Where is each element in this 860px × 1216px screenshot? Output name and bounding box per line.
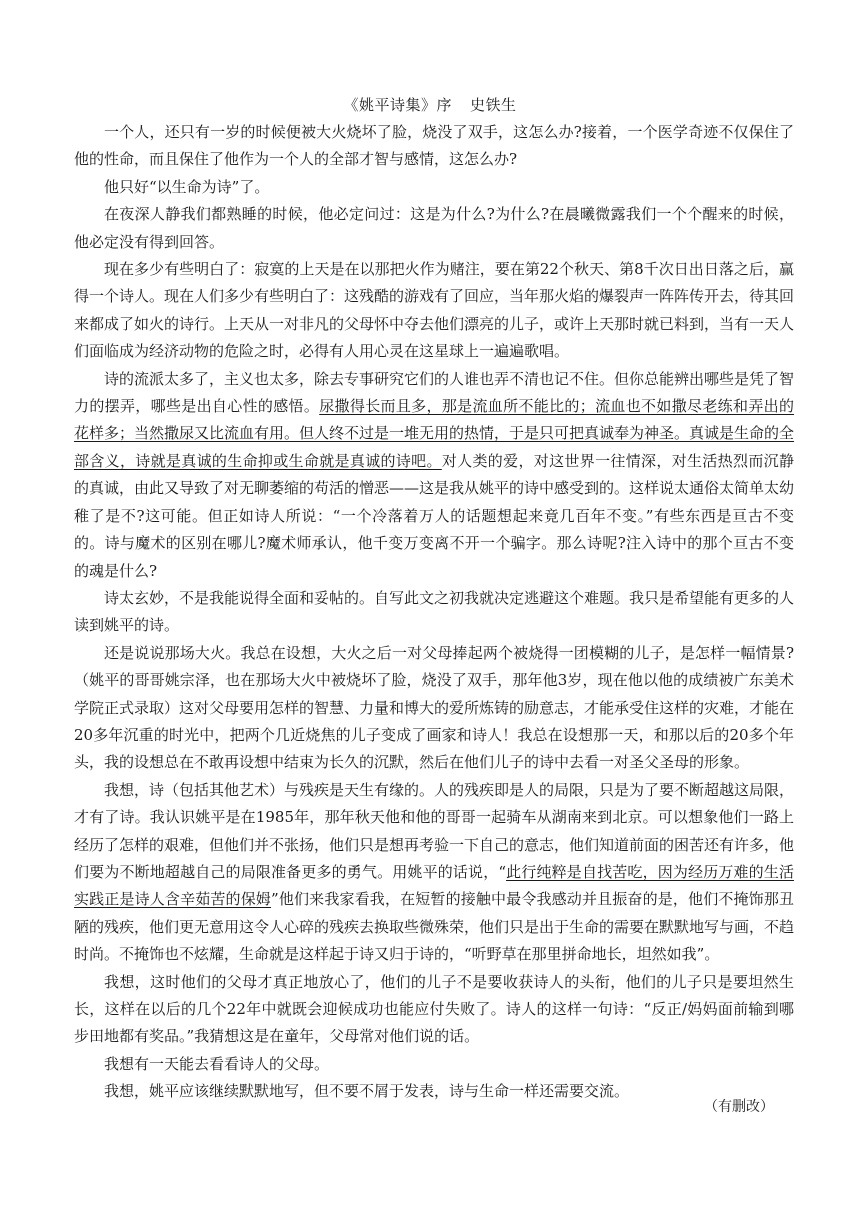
paragraph-7: 还是说说那场大火。我总在设想，大火之后一对父母捧起两个被烧得一团模糊的儿子，是怎样一幅情景?（姚平的哥哥姚宗泽，也在那场大火中被烧坏了脸，烧没了双手，那年他3岁，现在他以他的成绩被广东美术学院正式录取）这对父母要用怎样的智慧、力量和博大的爱所炼铸的励意志，才能承受住这样的灾难，才能在20多年沉重的时光中，把两个几近烧焦的儿子变成了画家和诗人！我总在设想那一天，和那以后的20多个年头，我的设想总在不敢再设想中结束为长久的沉默，然后在他们儿子的诗中去看一对圣父圣母的形象。 [74,643,795,772]
paragraph-6: 诗太玄妙，不是我能说得全面和妥帖的。自写此文之初我就决定逃避这个难题。我只是希望能有更多的人读到姚平的诗。 [74,588,795,635]
paragraph-8-underlined-quote: 此行纯粹是自找苦吃，因为经历万难的生活实践正是诗人含辛茹苦的保姆 [74,862,794,909]
paragraph-9: 我想，这时他们的父母才真正地放心了，他们的儿子不是要收获诗人的头衔，他们的儿子只是要坦然生长，这样在以后的几个22年中就既会迎候成功也能应付失败了。诗人的这样一句诗：“反正/妈妈面前输到哪步田地都有奖品。”我猜想这是在童年，父母常对他们说的话。 [74,972,794,1046]
revision-note: （有删改） [704,1099,774,1115]
paragraph-2: 他只好“以生命为诗”了。 [104,177,270,196]
paragraph-5-text-b: 对人类的爱，对这世界一往情深，对生活热烈而沉静的真诚，由此又导致了对无聊萎缩的苟活的憎恶——这是我从姚平的诗中感受到的。这样说太通俗太简单太幼稚了是不?这可能。但正如诗人所说：“一个冷落着万人的话题想起来竟几百年不变。”有些东西是亘古不变的。诗与魔术的区别在哪儿?魔术师承认，他千变万变离不开一个骗字。那么诗呢?注入诗中的那个亘古不变的魂是什么? [74,451,795,580]
paragraph-4: 现在多少有些明白了：寂寞的上天是在以那把火作为赌注，要在第22个秋天、第8千次日出日落之后，赢得一个诗人。现在人们多少有些明白了：这残酷的游戏有了回应，当年那火焰的爆裂声一阵阵传开去，待其回来都成了如火的诗行。上天从一对非凡的父母怀中夺去他们漂亮的儿子，或许上天那时就已料到，当有一天人们面临成为经济动物的危险之时，必得有人用心灵在这星球上一遍遍歌唱。 [74,260,795,361]
paragraph-8 [74,777,794,969]
paragraph-8-text-a: 我想，诗（包括其他艺术）与残疾是天生有缘的。人的残疾即是人的局限，只是为了要不断超越这局限，才有了诗。我认识姚平是在1985年，那年秋天他和他的哥哥一起骑车从湖南来到北京。可以想象他们一路上经历了怎样的艰难，但他们并不张扬，他们只是想再考验一下自己的意志，他们知道前面的困苦还有许多，他们要为不断地超越自己的局限准备更多的勇气。用姚平的话说，“ [74,780,795,881]
paragraph-8-text-b: ”他们来我家看我，在短暂的接触中最令我感动并且振奋的是，他们不掩饰那丑陋的残疾，他们更无意用这令人心碎的残疾去换取些微殊荣，他们只是出于生命的需要在默默地写与画，不趋时尚。不掩饰也不炫耀，生命就是这样起于诗又归于诗的，“听野草在那里拼命地长，坦然如我”。 [74,890,795,964]
book-title: 《姚平诗集》序 [343,96,452,114]
author-name: 史铁生 [470,96,517,114]
paragraph-1: 一个人，还只有一岁的时候便被大火烧坏了脸，烧没了双手，这怎么办?接着，一个医学奇迹不仅保住了他的性命，而且保住了他作为一个人的全部才智与感情，这怎么办? [74,123,794,169]
article-body [74,119,794,1106]
paragraph-10: 我想有一天能去看看诗人的父母。 [104,1054,330,1073]
paragraph-3: 在夜深人静我们都熟睡的时候，他必定问过：这是为什么?为什么?在晨曦微露我们一个个醒来的时候，他必定没有得到回答。 [74,205,794,251]
page-title [0,92,860,118]
paragraph-5 [74,366,794,585]
paragraph-5-underlined-text: 尿撒得长而且多，那是流血所不能比的；流血也不如撒尽老练和弄出的花样多；当然撒尿又比流血有用。但人终不过是一堆无用的热情，于是只可把真诚奉为神圣。真诚是生命的全部含义，诗就是真诚的生命抑或生命就是真诚的诗吧。 [74,397,795,470]
paragraph-11: 我想，姚平应该继续默默地写，但不要不屑于发表，诗与生命一样还需要交流。 [104,1082,630,1101]
paragraph-5-text-a: 诗的流派太多了，主义也太多，除去专事研究它们的人谁也弄不清也记不住。但你总能辨出哪些是凭了智力的摆弄，哪些是出自心性的感悟。 [74,369,795,416]
